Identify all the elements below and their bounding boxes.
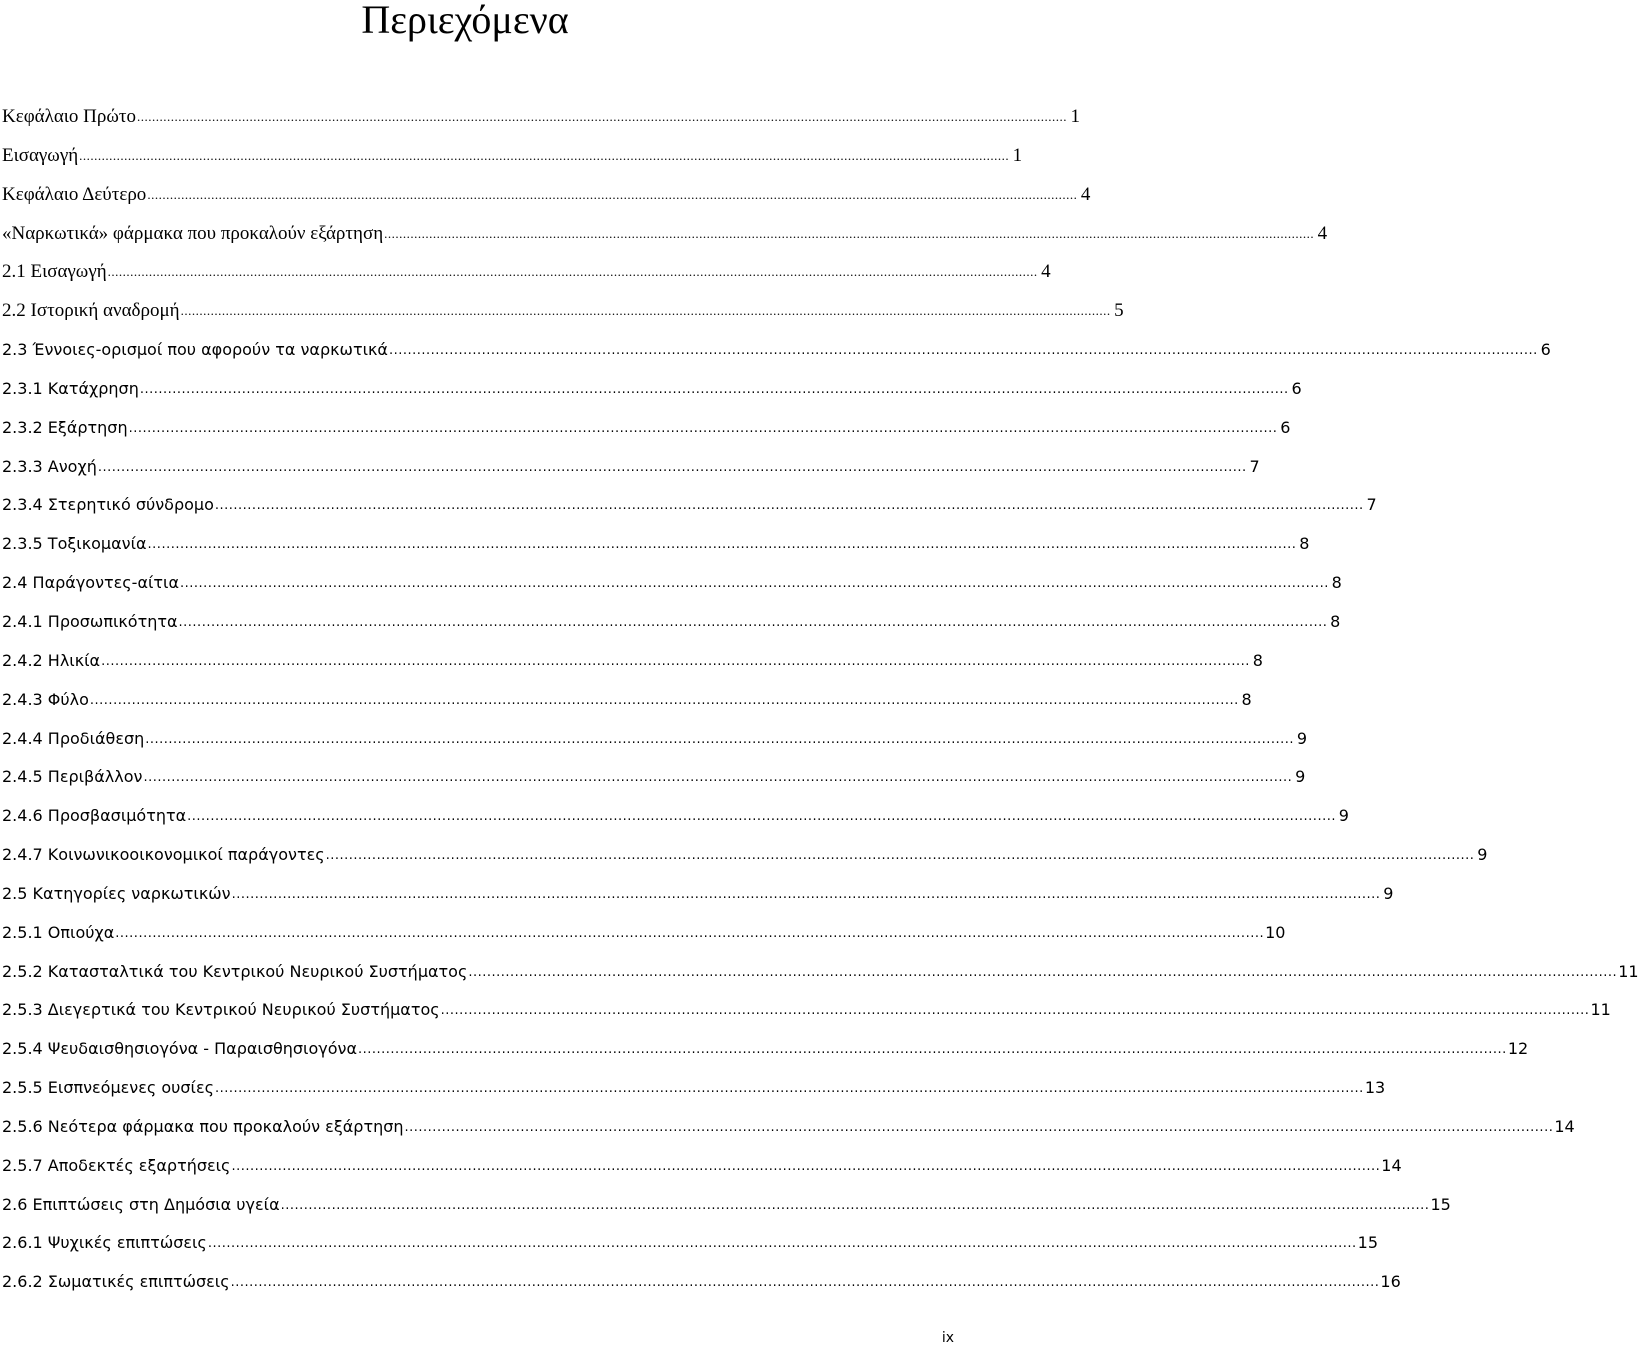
- toc-dot-leader: [147, 176, 1077, 215]
- toc-entry[interactable]: [2, 409, 1291, 448]
- toc-dot-leader: [140, 371, 1289, 410]
- toc-entry[interactable]: [2, 953, 1639, 992]
- toc-entry-label: 2.3 Έννοιες-ορισμοί που αφορούν τα ναρκωτικά: [2, 340, 388, 360]
- toc-entry-page: 9: [1338, 806, 1349, 826]
- toc-dot-leader: [180, 565, 1329, 604]
- toc-entry[interactable]: [2, 836, 1488, 875]
- toc-dot-leader: [145, 721, 1294, 760]
- toc-entry[interactable]: [2, 1224, 1378, 1263]
- toc-entry[interactable]: [2, 603, 1341, 642]
- toc-entry-page: 5: [1114, 300, 1124, 322]
- toc-entry-label: 2.4.3 Φύλο: [2, 689, 89, 709]
- toc-entry[interactable]: [2, 486, 1377, 525]
- toc-dot-leader: [181, 292, 1111, 331]
- toc-entry-label: 2.6.2 Σωματικές επιπτώσεις: [2, 1272, 230, 1292]
- toc-entry-page: 12: [1507, 1039, 1529, 1059]
- toc-entry[interactable]: [2, 448, 1260, 487]
- toc-entry[interactable]: [2, 292, 1124, 331]
- toc-entry[interactable]: [2, 98, 1080, 137]
- toc-dot-leader: [179, 604, 1328, 643]
- toc-entry[interactable]: [2, 1030, 1529, 1069]
- toc-entry[interactable]: [2, 564, 1342, 603]
- toc-entry-label: 2.5.7 Αποδεκτές εξαρτήσεις: [2, 1155, 231, 1175]
- toc-dot-leader: [129, 410, 1278, 449]
- toc-entry[interactable]: [2, 758, 1306, 797]
- toc-dot-leader: [326, 837, 1475, 876]
- toc-dot-leader: [208, 1225, 1357, 1264]
- toc-dot-leader: [115, 915, 1264, 954]
- toc-dot-leader: [143, 759, 1292, 798]
- toc-entry-page: 6: [1540, 340, 1551, 360]
- toc-entry-label: 2.4.6 Προσβασιμότητα: [2, 806, 187, 826]
- toc-entry[interactable]: [2, 681, 1252, 720]
- toc-entry[interactable]: [2, 875, 1394, 914]
- toc-dot-leader: [137, 98, 1067, 137]
- toc-entry-label: 2.5.5 Εισπνεόμενες ουσίες: [2, 1078, 214, 1098]
- toc-dot-leader: [101, 643, 1250, 682]
- toc-dot-leader: [468, 954, 1617, 993]
- toc-entry-page: 9: [1296, 728, 1308, 748]
- toc-entry[interactable]: [2, 991, 1611, 1030]
- toc-entry-label: 2.3.3 Ανοχή: [2, 456, 97, 476]
- toc-entry[interactable]: [2, 137, 1023, 176]
- toc-entry[interactable]: [2, 642, 1263, 681]
- toc-entry-label: 2.5.6 Νεότερα φάρμακα που προκαλούν εξάρτηση: [2, 1116, 404, 1136]
- toc-entry-label: 2.4.7 Κοινωνικοοικονομικοί παράγοντες: [2, 845, 325, 865]
- page-number: ix: [941, 1330, 954, 1346]
- toc-dot-leader: [187, 798, 1336, 837]
- toc-entry-page: 10: [1265, 922, 1286, 942]
- toc-entry-page: 13: [1364, 1078, 1386, 1098]
- toc-entry[interactable]: [2, 1263, 1401, 1302]
- toc-entry-label: Κεφάλαιο Δεύτερο: [2, 183, 147, 205]
- toc-entry[interactable]: [2, 1069, 1386, 1108]
- toc-entry-page: 8: [1299, 534, 1310, 554]
- toc-entry-page: 7: [1366, 495, 1377, 515]
- toc-entry-page: 9: [1383, 883, 1394, 903]
- toc-entry-page: 1: [1012, 144, 1023, 166]
- toc-entry-label: Εισαγωγή: [2, 144, 79, 166]
- toc-entry[interactable]: [2, 1108, 1575, 1147]
- toc-entry[interactable]: [2, 720, 1308, 759]
- toc-dot-leader: [148, 526, 1297, 565]
- toc-dot-leader: [215, 1070, 1364, 1109]
- toc-entry-page: 4: [1080, 183, 1091, 205]
- toc-entry-page: 8: [1241, 689, 1252, 709]
- page-title: Περιεχόμενα: [361, 0, 569, 42]
- toc-dot-leader: [98, 449, 1247, 488]
- toc-entry[interactable]: [2, 1186, 1451, 1225]
- toc-dot-leader: [232, 876, 1381, 915]
- toc-entry-page: 16: [1380, 1272, 1401, 1292]
- toc-entry-label: 2.1 Εισαγωγή: [2, 261, 107, 283]
- toc-entry-label: 2.3.1 Κατάχρηση: [2, 378, 139, 398]
- toc-entry-page: 11: [1590, 1000, 1611, 1020]
- toc-entry-page: 6: [1280, 417, 1291, 437]
- toc-entry-page: 4: [1041, 261, 1051, 283]
- toc-entry-page: 9: [1477, 845, 1488, 865]
- toc-entry[interactable]: [2, 370, 1302, 409]
- toc-entry-page: 15: [1430, 1194, 1451, 1214]
- toc-entry-label: 2.5.1 Οπιούχα: [2, 922, 115, 942]
- toc-dot-leader: [358, 1031, 1507, 1070]
- toc-entry-page: 9: [1295, 767, 1306, 787]
- toc-dot-leader: [389, 332, 1538, 371]
- toc-entry-label: 2.4.4 Προδιάθεση: [2, 728, 145, 748]
- toc-entry[interactable]: [2, 215, 1328, 254]
- toc-entry[interactable]: [2, 525, 1310, 564]
- toc-dot-leader: [384, 215, 1314, 254]
- toc-dot-leader: [281, 1187, 1430, 1226]
- toc-entry-label: Κεφάλαιο Πρώτο: [2, 106, 136, 127]
- toc-entry[interactable]: [2, 914, 1286, 953]
- toc-entry-label: 2.4.1 Προσωπικότητα: [2, 611, 178, 631]
- toc-entry-label: 2.5.4 Ψευδαισθησιογόνα - Παραισθησιογόνα: [2, 1039, 357, 1059]
- toc-entry-label: 2.3.5 Τοξικομανία: [2, 534, 147, 554]
- toc-dot-leader: [90, 682, 1239, 721]
- toc-entry-page: 14: [1381, 1155, 1402, 1175]
- toc-entry-page: 14: [1554, 1116, 1575, 1136]
- table-of-contents: [2, 98, 1639, 1302]
- toc-dot-leader: [441, 992, 1590, 1031]
- toc-dot-leader: [231, 1264, 1380, 1303]
- toc-dot-leader: [108, 253, 1038, 292]
- toc-entry-page: 11: [1618, 961, 1639, 981]
- toc-entry-label: 2.6 Επιπτώσεις στη Δημόσια υγεία: [2, 1194, 280, 1214]
- toc-entry-label: 2.4 Παράγοντες-αίτια: [2, 573, 180, 593]
- toc-entry-page: 8: [1330, 611, 1341, 631]
- toc-entry[interactable]: [2, 331, 1551, 370]
- toc-entry-label: 2.3.4 Στερητικό σύνδρομο: [2, 495, 214, 515]
- toc-entry-page: 6: [1291, 378, 1302, 398]
- toc-entry-label: 2.3.2 Εξάρτηση: [2, 417, 128, 437]
- toc-entry-page: 7: [1249, 456, 1260, 476]
- toc-entry-label: 2.5 Κατηγορίες ναρκωτικών: [2, 883, 231, 903]
- toc-dot-leader: [405, 1109, 1554, 1148]
- toc-dot-leader: [215, 487, 1364, 526]
- toc-entry-label: 2.4.5 Περιβάλλον: [2, 767, 143, 787]
- toc-entry-label: «Ναρκωτικά» φάρμακα που προκαλούν εξάρτηση: [2, 222, 384, 244]
- toc-entry[interactable]: [2, 253, 1051, 292]
- toc-entry[interactable]: [2, 1147, 1402, 1186]
- toc-entry-page: 4: [1317, 222, 1328, 244]
- toc-entry-page: 1: [1070, 106, 1080, 127]
- toc-entry-label: 2.2 Ιστορική αναδρομή: [2, 300, 180, 322]
- toc-entry-label: 2.6.1 Ψυχικές επιπτώσεις: [2, 1233, 207, 1253]
- toc-dot-leader: [79, 137, 1009, 176]
- toc-entry-label: 2.4.2 Ηλικία: [2, 650, 101, 670]
- toc-entry[interactable]: [2, 176, 1091, 215]
- toc-entry-page: 15: [1357, 1233, 1378, 1253]
- toc-entry-label: 2.5.2 Κατασταλτικά του Κεντρικού Νευρικού Συστήματος: [2, 961, 468, 981]
- toc-entry-page: 8: [1331, 573, 1342, 593]
- toc-entry[interactable]: [2, 797, 1349, 836]
- toc-entry-label: 2.5.3 Διεγερτικά του Κεντρικού Νευρικού Συστήματος: [2, 1000, 440, 1020]
- toc-entry-page: 8: [1252, 650, 1263, 670]
- toc-dot-leader: [231, 1148, 1380, 1187]
